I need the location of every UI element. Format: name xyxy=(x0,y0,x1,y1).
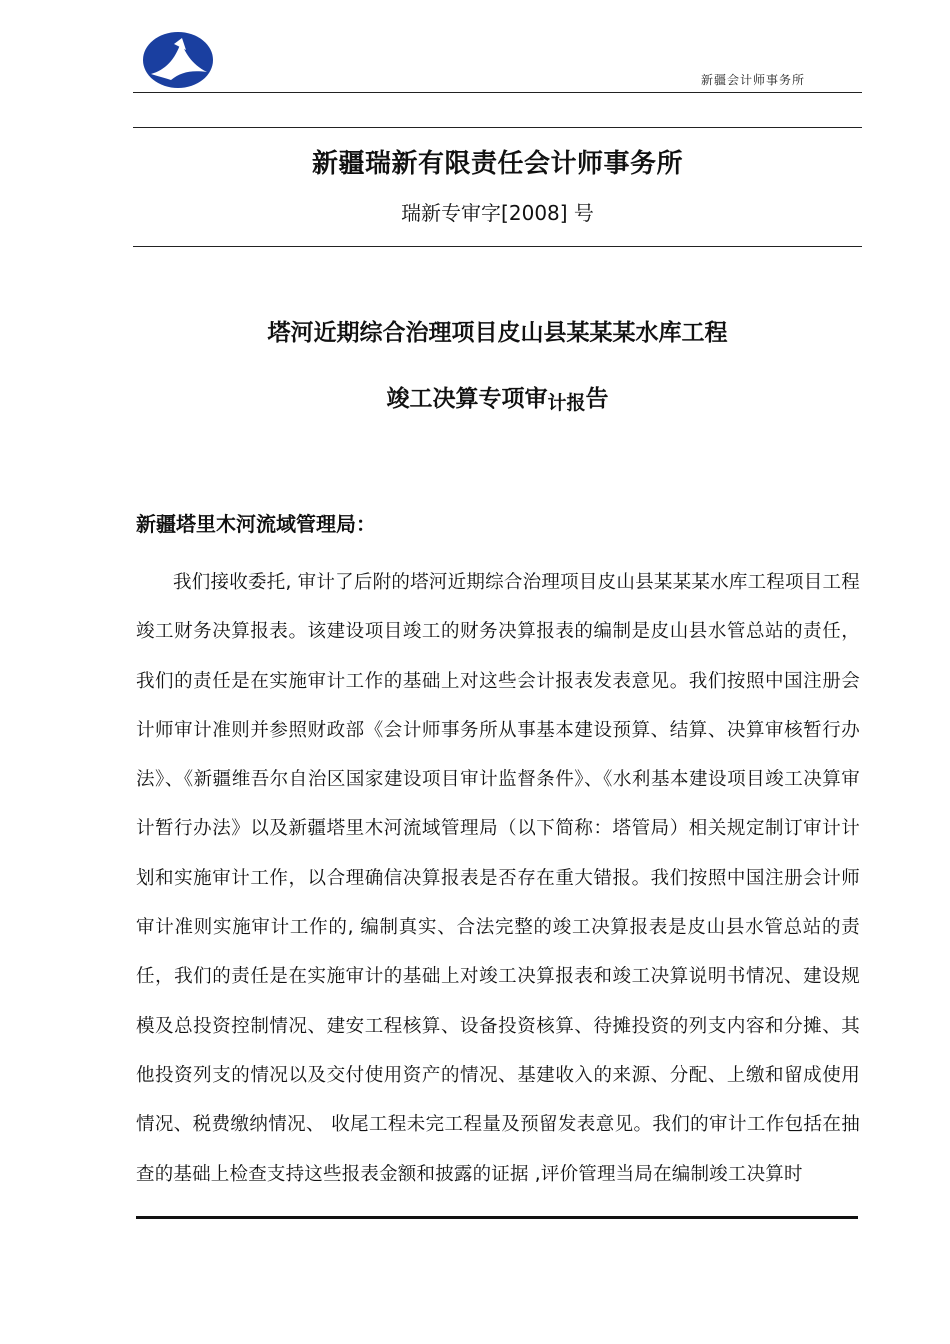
letterhead-bottom-rule xyxy=(133,246,862,247)
report-title-line-2 xyxy=(133,380,862,413)
document-number: 瑞新专审字[2008] 号 xyxy=(401,201,594,225)
running-header-firm: 新疆会计师事务所 xyxy=(700,73,805,87)
firm-title: 新疆瑞新有限责任会计师事务所 xyxy=(311,149,683,179)
report-title-line-2-end: 告 xyxy=(585,386,609,412)
report-title-line-2-small: 计报 xyxy=(547,392,586,414)
header-rule xyxy=(133,92,862,93)
footer-rule xyxy=(136,1216,858,1219)
report-title-line-1: 塔河近期综合治理项目皮山县某某某水库工程 xyxy=(267,320,728,346)
addressee: 新疆塔里木河流域管理局： xyxy=(136,512,376,536)
body-paragraph: 我们接收委托, 审计了后附的塔河近期综合治理项目皮山县某某某水库工程项目工程竣工财务决算报表。该建设项目竣工的财务决算报表的编制是皮山县水管总站的责任，我们的责任是在实施审计工作的基础上对这些会计报表发表意见。我们按照中国注册会计师审计准则并参照财政部《会计师事务所从事基本建设预算、结算、决算审核暂行办法》、《新疆维吾尔自治区国家建设项目审计监督条件》、《水利基本建设项目竣工决算审计暂行办法》以及新疆塔里木河流域管理局（以下简称：塔管局）相关规定制订审计计划和实施审计工作，以合理确信决算报表是否存在重大错报。我们按照中国注册会计师审计准则实施审计工作的, 编制真实、合法完整的竣工决算报表是皮山县水管总站的责任，我们的责任是在实施审计的基础上对竣工决算报表和竣工决算说明书情况、建设规模及总投资控制情况、建安工程核算、设备投资核算、待摊投资的列支内容和分摊、其他投资列支的情况以及交付使用资产的情况、基建收入的来源、分配、上缴和留成使用情况、税费缴纳情况、 收尾工程未完工程量及预留发表意见。我们的审计工作包括在抽查的基础上检查支持这些报表金额和披露的证据 ,评价管理当局在编制竣工决算时 xyxy=(136,572,860,1185)
report-title-line-2-main: 竣工决算专项审 xyxy=(386,386,548,412)
firm-logo-icon xyxy=(141,30,215,90)
letterhead-top-rule xyxy=(133,127,862,128)
